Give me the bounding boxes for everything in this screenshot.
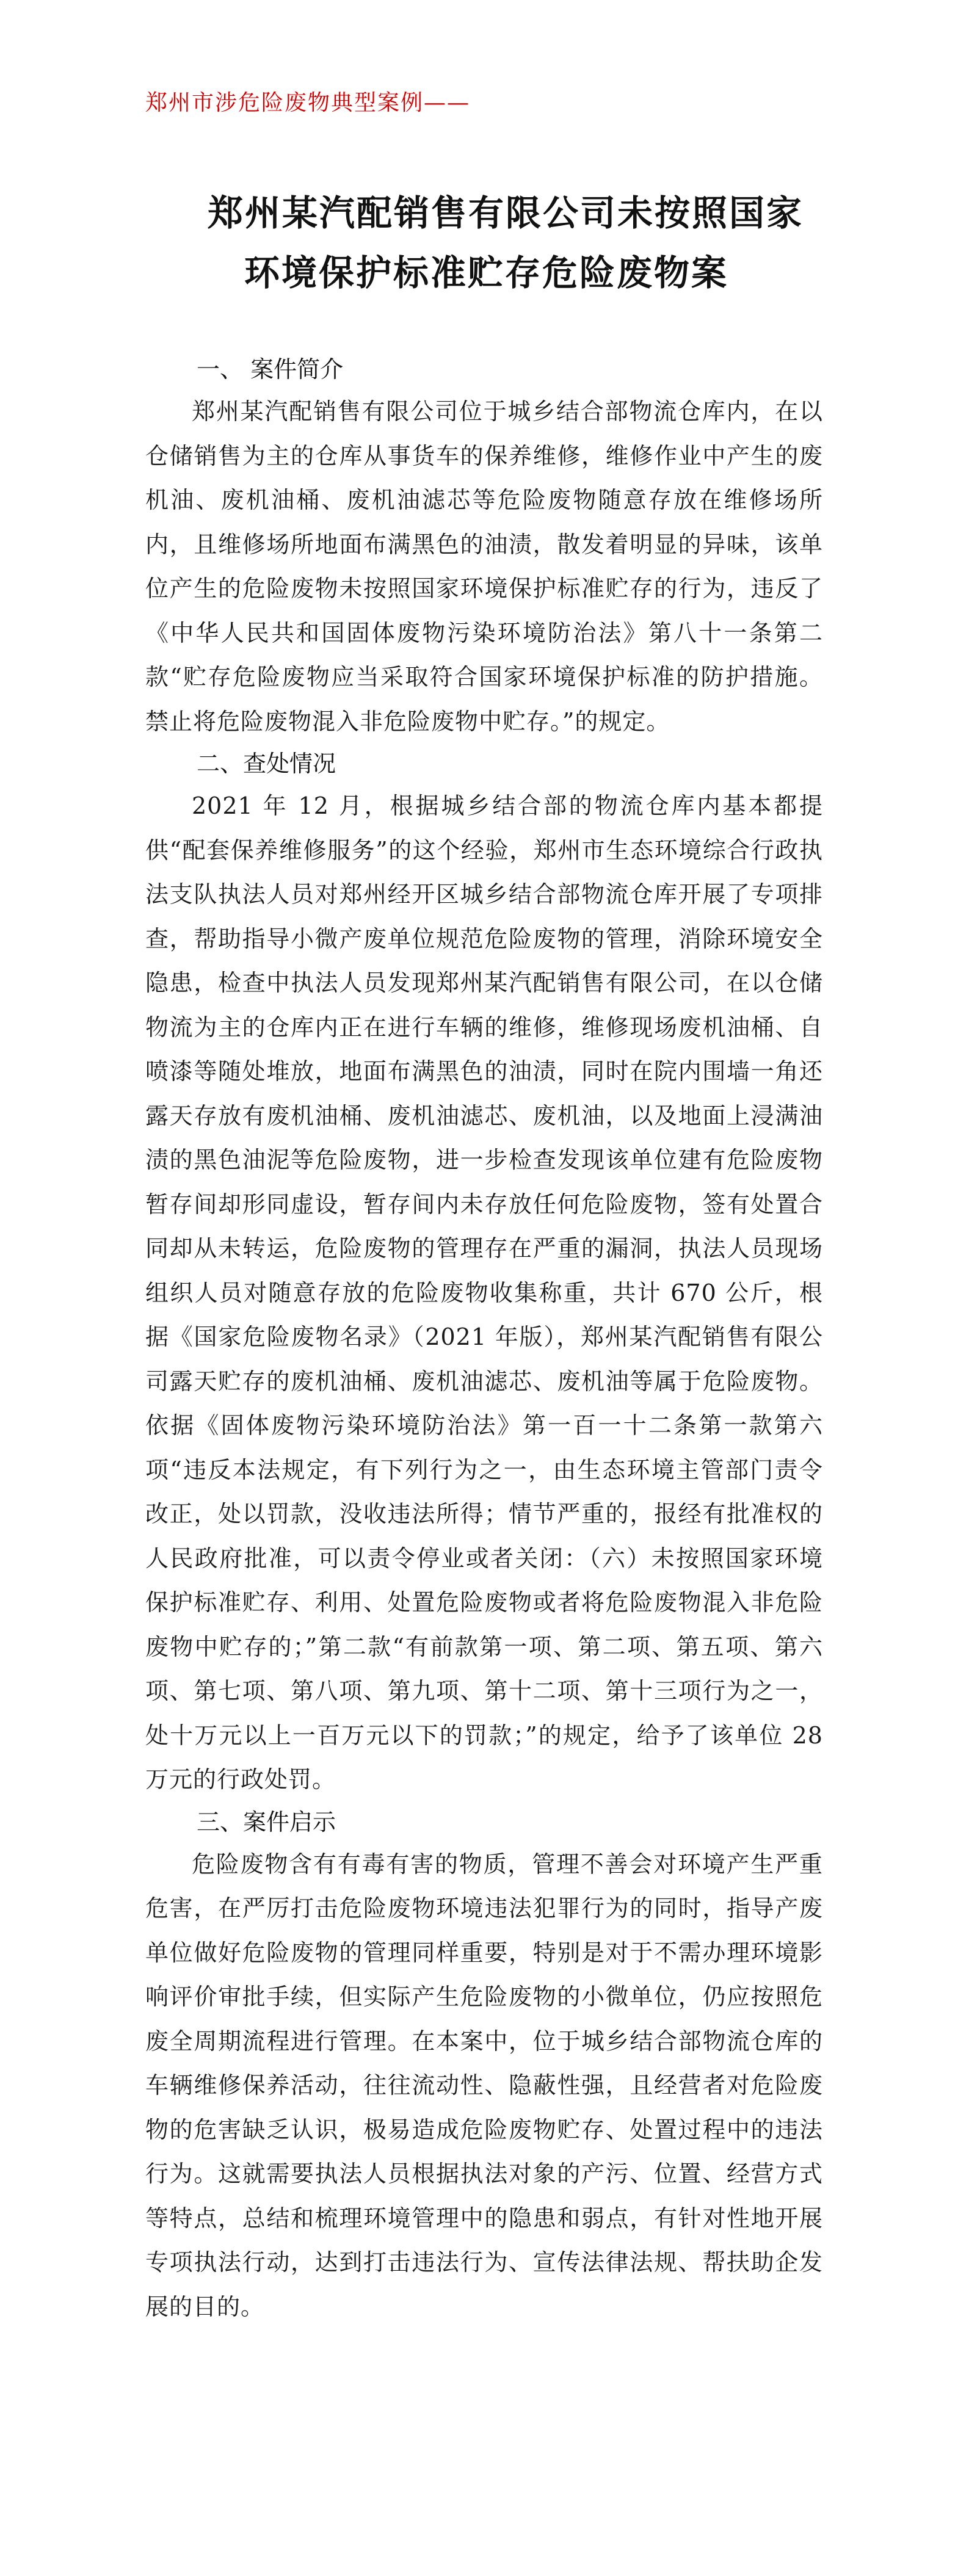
section-investigation	[145, 743, 823, 1802]
title-line-2: 环境保护标准贮存危险废物案	[244, 252, 729, 294]
series-label: 郑州市涉危险废物典型案例——	[145, 90, 471, 115]
title-line-1: 郑州某汽配销售有限公司未按照国家	[208, 192, 804, 234]
document-title	[208, 183, 818, 303]
section-paragraph: 危险废物含有有毒有害的物质，管理不善会对环境产生严重危害，在严厉打击危险废物环境违法犯罪行为的同时，指导产废单位做好危险废物的管理同样重要，特别是对于不需办理环境影响评价审批手续，但实际产生危险废物的小微单位，仍应按照危废全周期流程进行管理。在本案中，位于城乡结合部物流仓库的车辆维修保养活动，往往流动性、隐蔽性强，且经营者对危险废物的危害缺乏认识，极易造成危险废物贮存、处置过程中的违法行为。这就需要执法人员根据执法对象的产污、位置、经营方式等特点，总结和梳理环境管理中的隐患和弱点，有针对性地开展专项执法行动，达到打击违法行为、宣传法律法规、帮扶助企发展的目的。	[145, 1850, 823, 2320]
section-heading: 一、 案件简介	[197, 356, 344, 383]
section-lessons	[145, 1802, 823, 2329]
document-body	[145, 349, 823, 2329]
section-heading: 三、案件启示	[197, 1808, 336, 1836]
section-paragraph: 郑州某汽配销售有限公司位于城乡结合部物流仓库内，在以仓储销售为主的仓库从事货车的保养维修，维修作业中产生的废机油、废机油桶、废机油滤芯等危险废物随意存放在维修场所内，且维修场所地面布满黑色的油渍，散发着明显的异味，该单位产生的危险废物未按照国家环境保护标准贮存的行为，违反了《中华人民共和国固体废物污染环境防治法》第八十一条第二款“贮存危险废物应当采取符合国家环境保护标准的防护措施。禁止将危险废物混入非危险废物中贮存。”的规定。	[145, 398, 823, 735]
section-case-summary	[145, 349, 823, 743]
section-paragraph: 2021 年 12 月，根据城乡结合部的物流仓库内基本都提供“配套保养维修服务”的这个经验，郑州市生态环境综合行政执法支队执法人员对郑州经开区城乡结合部物流仓库开展了专项排查，帮助指导小微产废单位规范危险废物的管理，消除环境安全隐患，检查中执法人员发现郑州某汽配销售有限公司，在以仓储物流为主的仓库内正在进行车辆的维修，维修现场废机油桶、自喷漆等随处堆放，地面布满黑色的油渍，同时在院内围墙一角还露天存放有废机油桶、废机油滤芯、废机油，以及地面上浸满油渍的黑色油泥等危险废物，进一步检查发现该单位建有危险废物暂存间却形同虚设，暂存间内未存放任何危险废物，签有处置合同却从未转运，危险废物的管理存在严重的漏洞，执法人员现场组织人员对随意存放的危险废物收集称重，共计 670 公斤，根据《国家危险废物名录》（2021 年版），郑州某汽配销售有限公司露天贮存的废机油桶、废机油滤芯、废机油等属于危险废物。依据《固体废物污染环境防治法》第一百一十二条第一款第六项“违反本法规定，有下列行为之一，由生态环境主管部门责令改正，处以罚款，没收违法所得；情节严重的，报经有批准权的人民政府批准，可以责令停业或者关闭：（六）未按照国家环境保护标准贮存、利用、处置危险废物或者将危险废物混入非危险废物中贮存的；”第二款“有前款第一项、第二项、第五项、第六项、第七项、第八项、第九项、第十二项、第十三项行为之一，处十万元以上一百万元以下的罚款；”的规定，给予了该单位 28 万元的行政处罚。	[145, 792, 823, 1793]
section-heading: 二、查处情况	[197, 750, 336, 777]
